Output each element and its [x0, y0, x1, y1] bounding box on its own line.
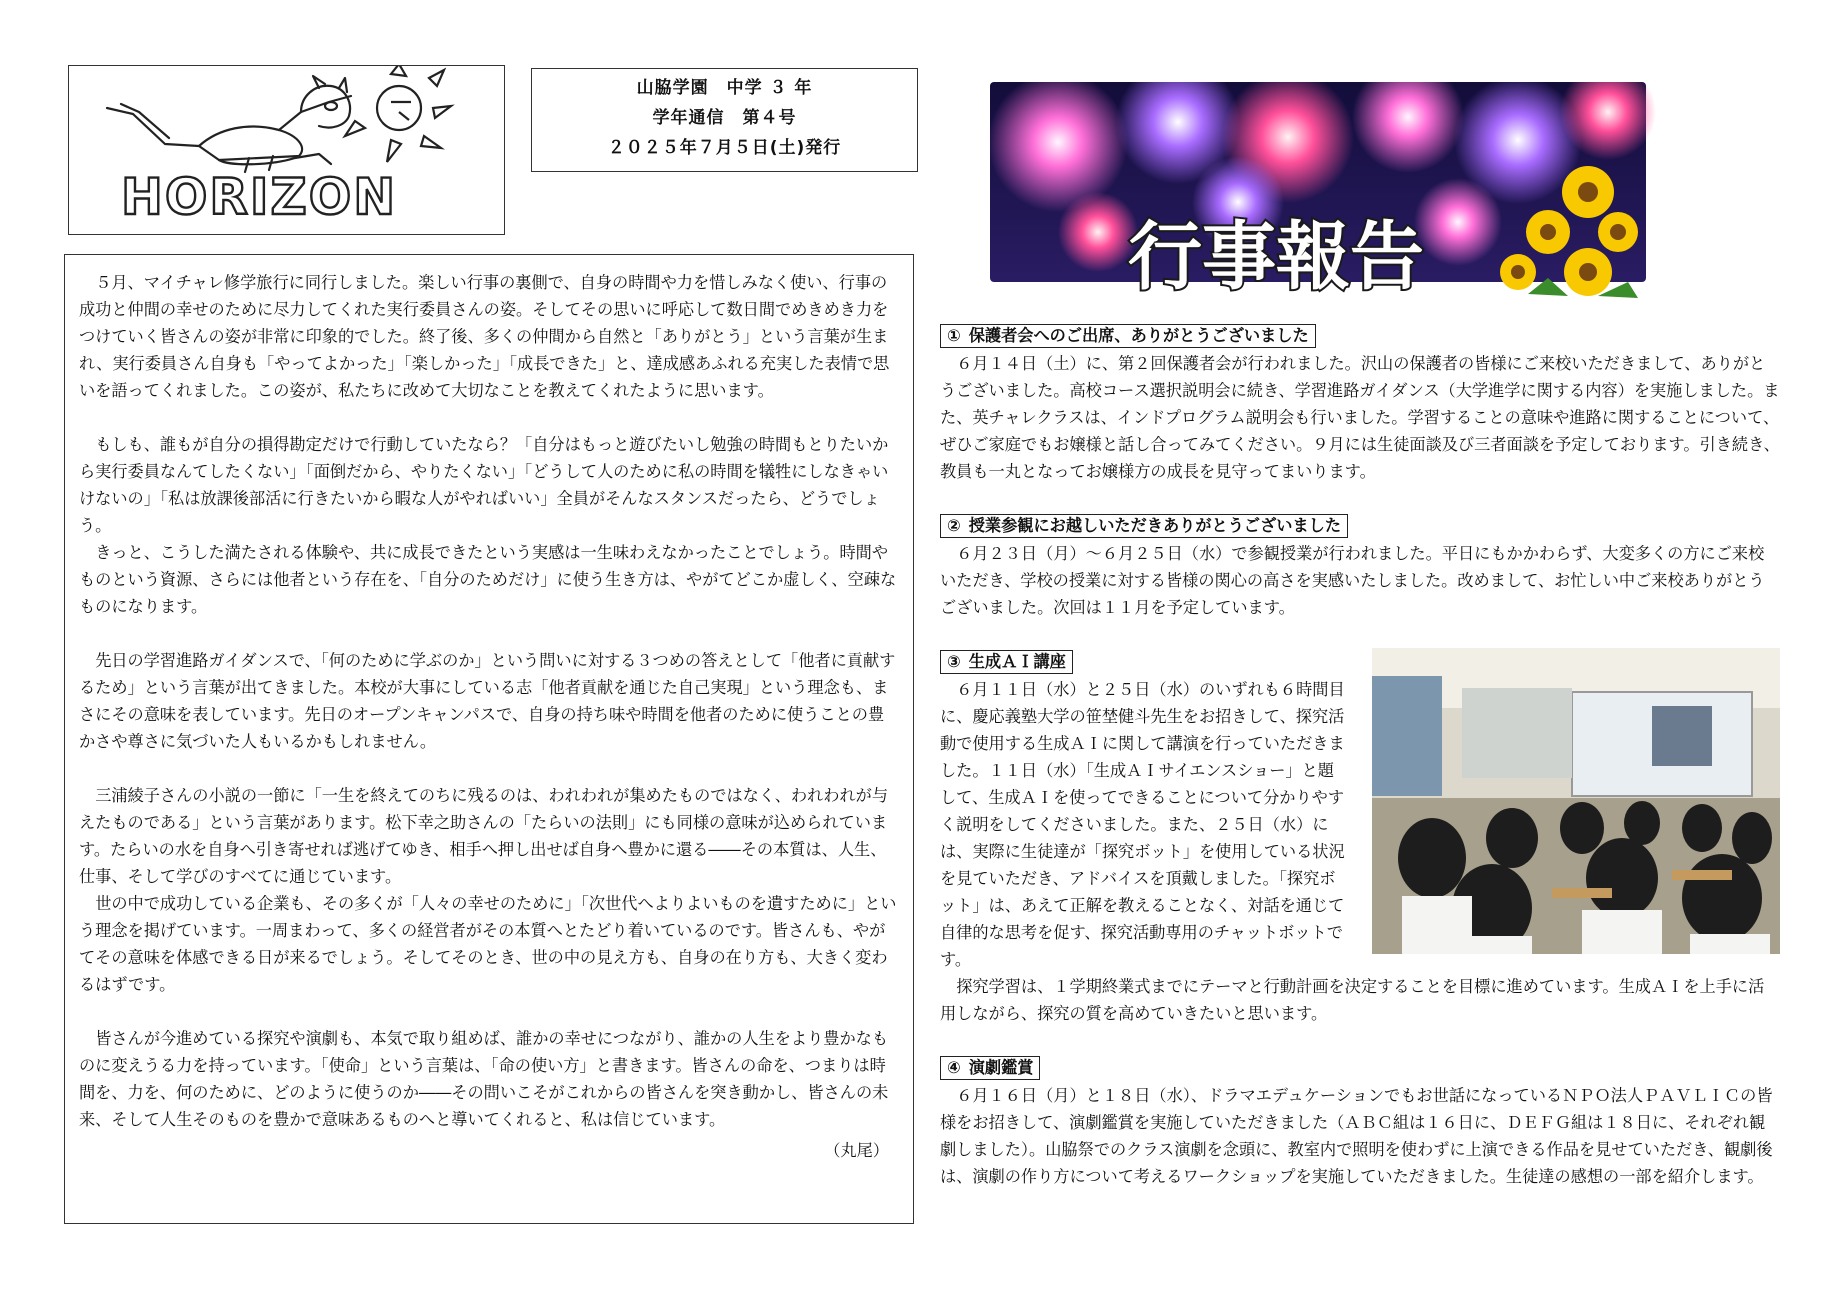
essay-author: （丸尾） — [824, 1141, 889, 1160]
section-title — [940, 650, 1073, 674]
section-generative-ai — [940, 648, 1780, 1027]
section-class-observation — [940, 512, 1780, 621]
event-report-column — [940, 322, 1780, 1190]
section-title — [940, 514, 1348, 538]
essay-column — [64, 254, 914, 1224]
issue-date: ２０２５年７月５日(土)発行 — [607, 138, 842, 158]
classroom-lecture-photo-icon — [1372, 648, 1780, 954]
section-body: ６月１６日（月）と１８日（水）、ドラマエデュケーションでもお世話になっているＮＰＯ法人ＰＡＶＬＩＣの皆様をお招きして、演劇鑑賞を実施していただきました（ＡＢＣ組は１６日に、ＤＥＦＧ組は１８日に、それぞれ観劇しました）。山脇祭でのクラス演劇を念頭に、教室内で照明を使わずに上演できる作品を見せていただき、観劇後は、演劇の作り方について考えるワークショップを実施していただきました。生徒達の感想の一部を紹介します。 — [940, 1086, 1773, 1186]
essay-paragraph: 世の中で成功している企業も、その多くが「人々の幸せのために」「次世代へよりよいものを遺すために」という理念を掲げています。一周まわって、多くの経営者がその本質へとたどり着いているのです。皆さんも、やがてその意味を体感できる日が来るでしょう。そしてそのとき、世の中の見え方も、自身の在り方も、大きく変わるはずです。 — [79, 894, 897, 994]
banner-title: 行事報告 — [1128, 214, 1424, 300]
essay-paragraph: 先日の学習進路ガイダンスで、「何のために学ぶのか」という問いに対する３つめの答えとして「他者に貢献するため」という言葉が出てきました。本校が大事にしている志「他者貢献を通じた自己実現」という理念も、まさにその意味を表しています。先日のオープンキャンパスで、自身の持ち味や時間を他者のために使うことの豊かさや尊さに気づいた人もいるかもしれません。 — [79, 651, 896, 751]
essay-paragraph: ５月、マイチャレ修学旅行に同行しました。楽しい行事の裏側で、自身の時間や力を惜しみなく使い、行事の成功と仲間の幸せのために尽力してくれた実行委員さんの姿。そしてその思いに呼応して数日間でめきめき力をつけていく皆さんの姿が非常に印象的でした。終了後、多くの仲間から自然と「ありがとう」という言葉が生まれ、実行委員さん自身も「やってよかった」「楽しかった」「成長できた」と、達成感あふれる充実した表情で思いを語ってくれました。この姿が、私たちに改めて大切なことを教えてくれたように思います。 — [79, 273, 890, 400]
section-body: 探究学習は、１学期終業式までにテーマと行動計画を決定することを目標に進めています。生成ＡＩを上手に活用しながら、探究の質を高めていきたいと思います。 — [940, 977, 1765, 1023]
section-title — [940, 1056, 1040, 1080]
essay-paragraph: 皆さんが今進めている探究や演劇も、本気で取り組めば、誰かの幸せにつながり、誰かの人生をより豊かなものに変えうる力を持っています。「使命」という言葉は、「命の使い方」と書きます。皆さんの命を、つまりは時間を、力を、何のために、どのように使うのか――その問いこそがこれからの皆さんを突き動かし、皆さんの未来、そして人生そのものを豊かで意味あるものへと導いてくれると、私は信じています。 — [79, 1029, 889, 1129]
section-text — [940, 648, 1350, 973]
section-body: ６月１４日（土）に、第２回保護者会が行われました。沢山の保護者の皆様にご来校いただきまして、ありがとうございました。高校コース選択説明会に続き、学習進路ガイダンス（大学進学に関する内容）を実施しました。また、英チャレクラスは、インドプログラム説明会も行いました。学習することの意味や進路に関することについて、ぜひご家庭でもお嬢様と話し合ってみてください。９月には生徒面談及び三者面談を予定しております。引き続き、教員も一丸となってお嬢様方の成長を見守ってまいります。 — [940, 354, 1780, 481]
section-heading: 演劇鑑賞 — [968, 1058, 1034, 1077]
school-grade: 山脇学園 中学 ３ 年 — [636, 78, 813, 98]
section-theater — [940, 1054, 1780, 1190]
essay-paragraph: きっと、こうした満たされる体験や、共に成長できたという実感は一生味わえなかったことでしょう。時間やものという資源、さらには他者という存在を、「自分のためだけ」に使う生き方は、やがてどこか虚しく、空疎なものになります。 — [79, 543, 897, 616]
section-heading: 授業参観にお越しいただきありがとうございました — [968, 516, 1342, 535]
event-report-banner — [988, 82, 1664, 304]
logo-title: HORIZON — [121, 168, 398, 226]
section-heading: 保護者会へのご出席、ありがとうございました — [968, 326, 1309, 345]
fireworks-sunflower-banner-icon — [988, 82, 1664, 304]
sunbathing-pink-panther-logo-icon — [69, 66, 506, 236]
newsletter-header — [531, 68, 918, 172]
section-heading: 生成ＡＩ講座 — [968, 652, 1066, 671]
section-guardian-meeting — [940, 322, 1780, 485]
essay-paragraph: もしも、誰もが自分の損得勘定だけで行動していたなら？「自分はもっと遊びたいし勉強の時間もとりたいから実行委員なんてしたくない」「面倒だから、やりたくない」「どうして人のために私の時間を犠牲にしなきゃいけないの」「私は放課後部活に行きたいから暇な人がやればいい」全員がそんなスタンスだったら、どうでしょう。 — [79, 435, 889, 535]
essay-paragraph: 三浦綾子さんの小説の一節に「一生を終えてのちに残るのは、われわれが集めたものではなく、われわれが与えたものである」という言葉があります。松下幸之助さんの「たらいの法則」にも同様の意味が込められています。たらいの水を自身へ引き寄せれば逃げてゆき、相手へ押し出せば自身へ豊かに還る――その本質は、人生、仕事、そして学びのすべてに通じています。 — [79, 786, 889, 886]
section-number: ① — [947, 326, 961, 345]
section-body: ６月２３日（月）～６月２５日（水）で参観授業が行われました。平日にもかかわらず、大変多くの方にご来校いただき、学校の授業に対する皆様の関心の高さを実感いたしました。改めまして、お忙しい中ご来校ありがとうございました。次回は１１月を予定しています。 — [940, 544, 1765, 617]
section-number: ④ — [947, 1058, 961, 1077]
section-number: ② — [947, 516, 961, 535]
section-body: ６月１１日（水）と２５日（水）のいずれも６時間目に、慶応義塾大学の笹埜健斗先生をお招きして、探究活動で使用する生成ＡＩに関して講演を行っていただきました。１１日（水）「生成ＡＩサイエンスショー」と題して、生成ＡＩを使ってできることについて分かりやすく説明をしてくださいました。また、２５日（水）には、実際に生徒達が「探究ボット」を使用している状況を見ていただき、アドバイスを頂戴しました。「探究ボット」は、あえて正解を教えることなく、対話を通じて自律的な思考を促す、探究活動専用のチャットボットです。 — [940, 680, 1345, 969]
newsletter-issue: 学年通信 第４号 — [652, 108, 797, 128]
section-number: ③ — [947, 652, 961, 671]
logo-box — [68, 65, 505, 235]
section-title — [940, 324, 1316, 348]
